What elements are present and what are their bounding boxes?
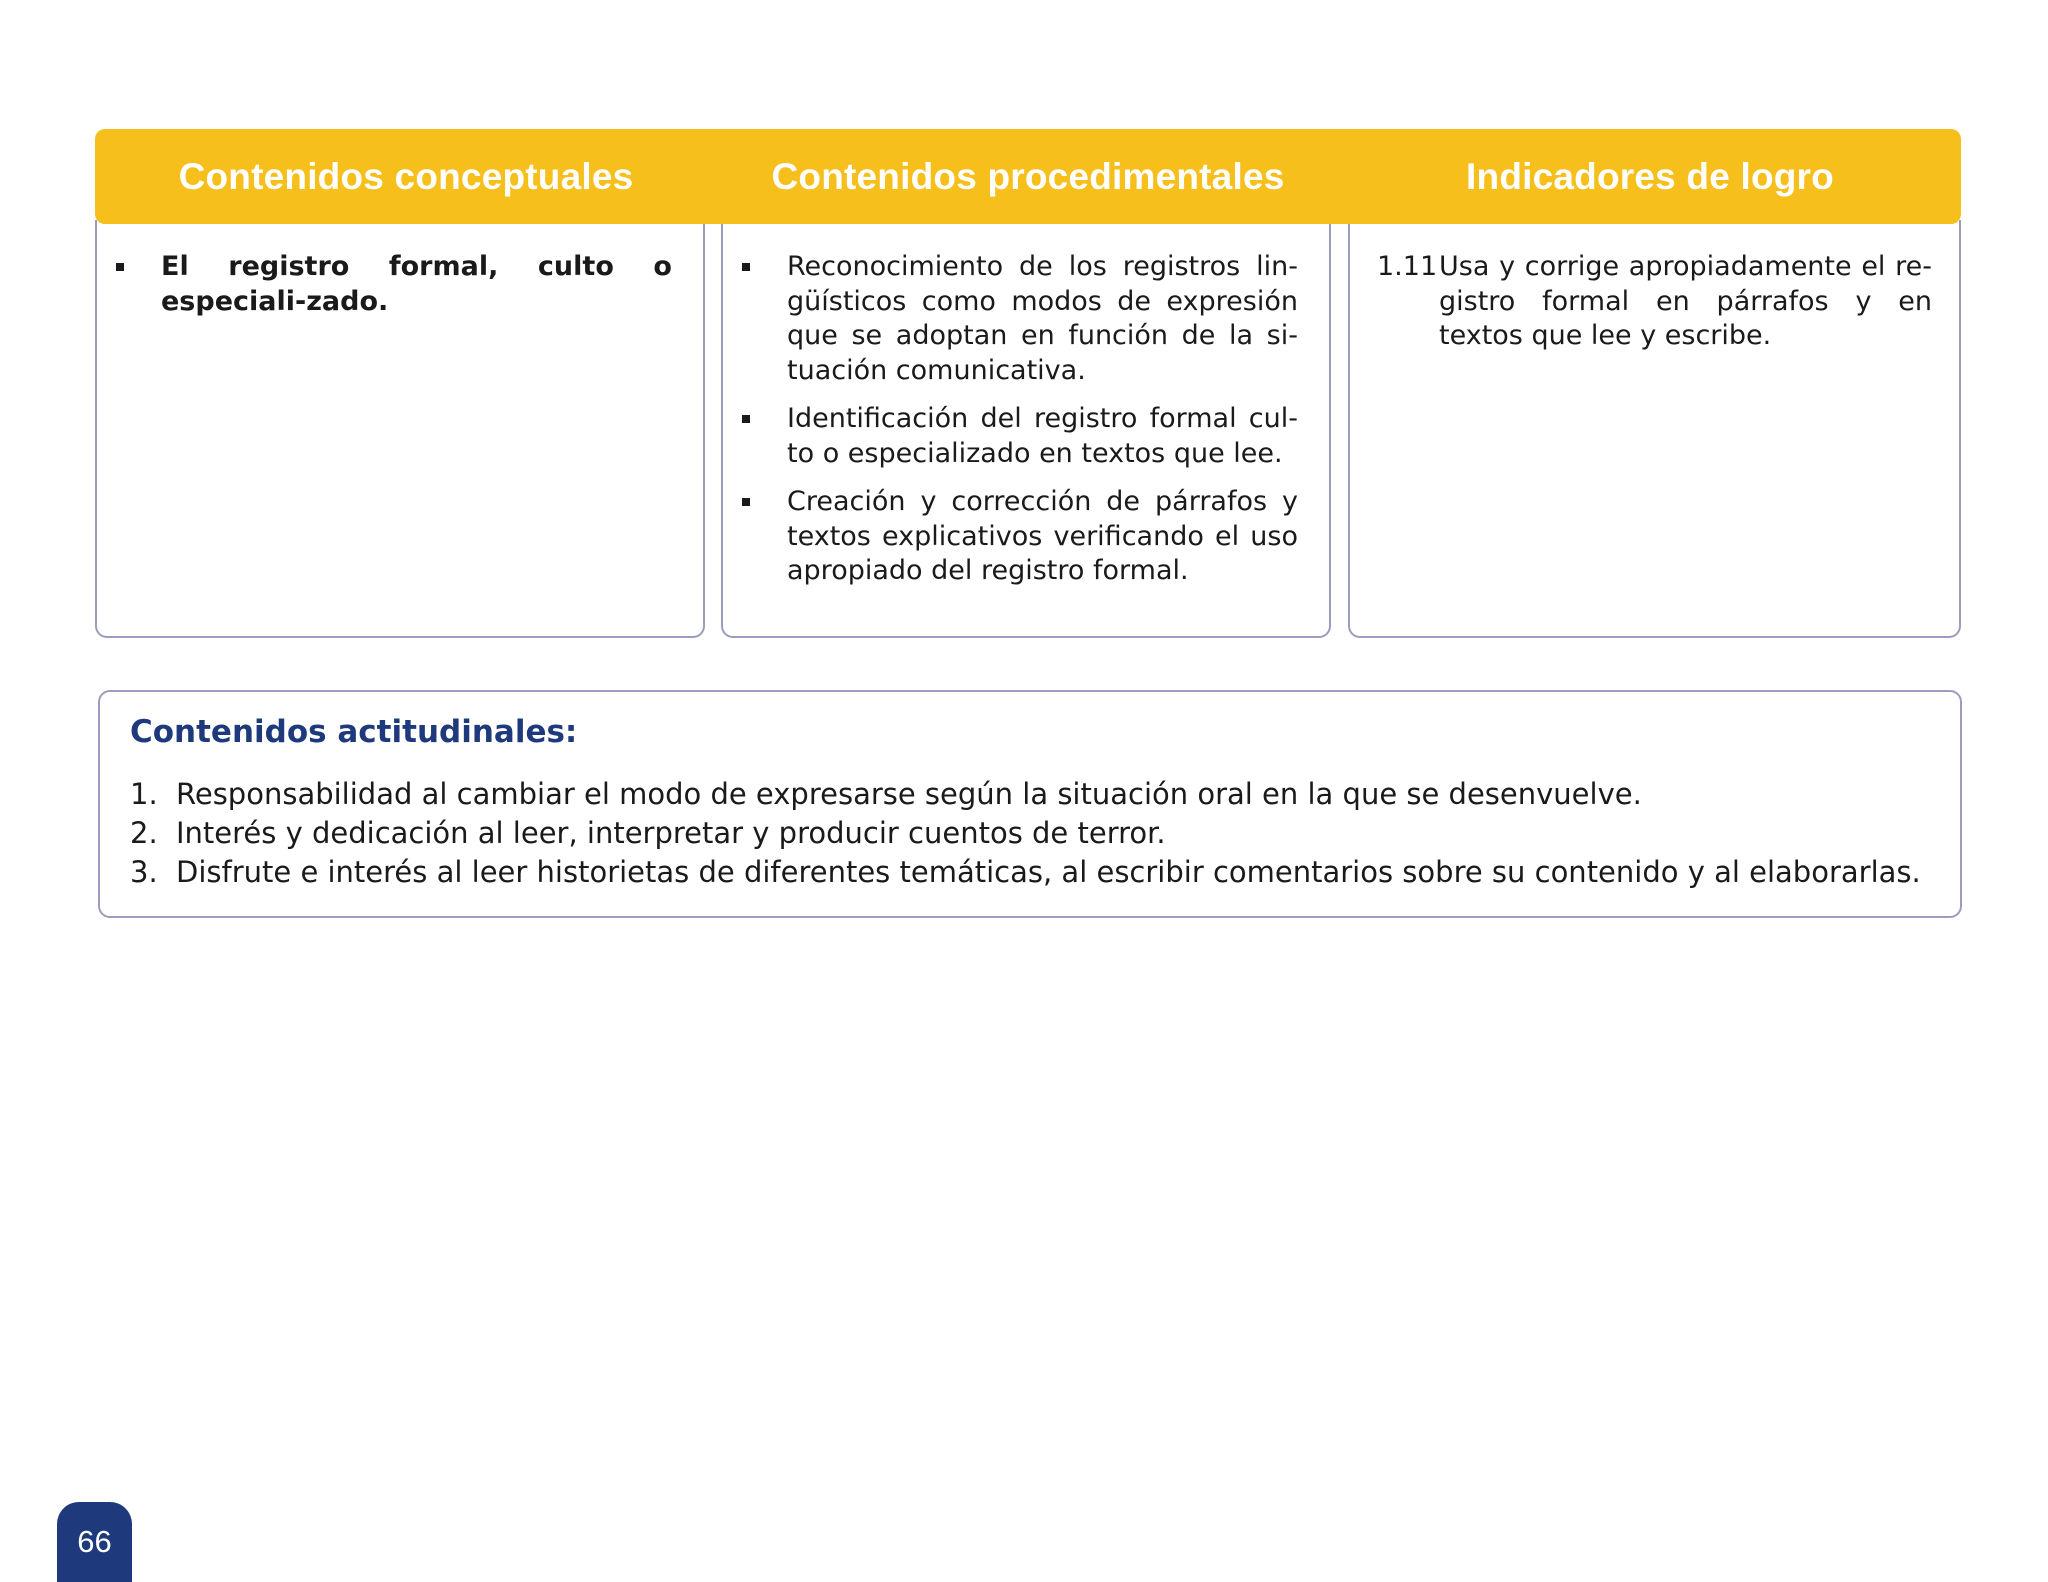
list-item bbox=[130, 814, 1940, 853]
header-conceptuales: Contenidos conceptuales bbox=[178, 155, 634, 197]
header-indicadores: Indicadores de logro bbox=[1466, 155, 1834, 197]
list-item bbox=[130, 775, 1940, 814]
list-item: Creación y corrección de párrafos y textos explicativos verificando el uso apropiado del registro formal. bbox=[723, 485, 1298, 589]
list-item: Reconocimiento de los registros lin-güísticos como modos de expresión que se adoptan en función de la si-tuación comunicativa. bbox=[723, 250, 1298, 388]
conceptuales-list bbox=[97, 250, 672, 333]
column-procedimentales bbox=[721, 220, 1331, 638]
item-number: 2. bbox=[130, 816, 158, 850]
item-number: 1. bbox=[130, 777, 158, 811]
column-indicadores bbox=[1348, 220, 1961, 638]
item-text: Interés y dedicación al leer, interpretar y producir cuentos de terror. bbox=[176, 816, 1166, 850]
procedimentales-list bbox=[723, 250, 1298, 603]
indicator-item bbox=[1377, 250, 1932, 354]
actitudinales-box bbox=[98, 690, 1962, 918]
header-procedimentales: Contenidos procedimentales bbox=[771, 155, 1285, 197]
list-item: El registro formal, culto o especiali-zado. bbox=[97, 250, 672, 319]
item-number: 3. bbox=[130, 855, 158, 889]
list-item: Identificación del registro formal cul-to o especializado en textos que lee. bbox=[723, 402, 1298, 471]
actitudinales-list bbox=[130, 775, 1940, 892]
page-number: 66 bbox=[57, 1502, 132, 1582]
column-conceptuales bbox=[95, 220, 705, 638]
item-text: Disfrute e interés al leer historietas de diferentes temáticas, al escribir comentarios sobre su contenido y al elaborarlas. bbox=[176, 855, 1921, 889]
actitudinales-title: Contenidos actitudinales: bbox=[130, 714, 578, 750]
table-header bbox=[95, 129, 1961, 224]
list-item bbox=[130, 853, 1940, 892]
item-text: Responsabilidad al cambiar el modo de expresarse según la situación oral en la que se desenvuelve. bbox=[176, 777, 1642, 811]
indicator-number: 1.11 bbox=[1377, 251, 1438, 282]
indicator-text: Usa y corrige apropiadamente el re-gistro formal en párrafos y en textos que lee y escribe. bbox=[1439, 251, 1932, 351]
